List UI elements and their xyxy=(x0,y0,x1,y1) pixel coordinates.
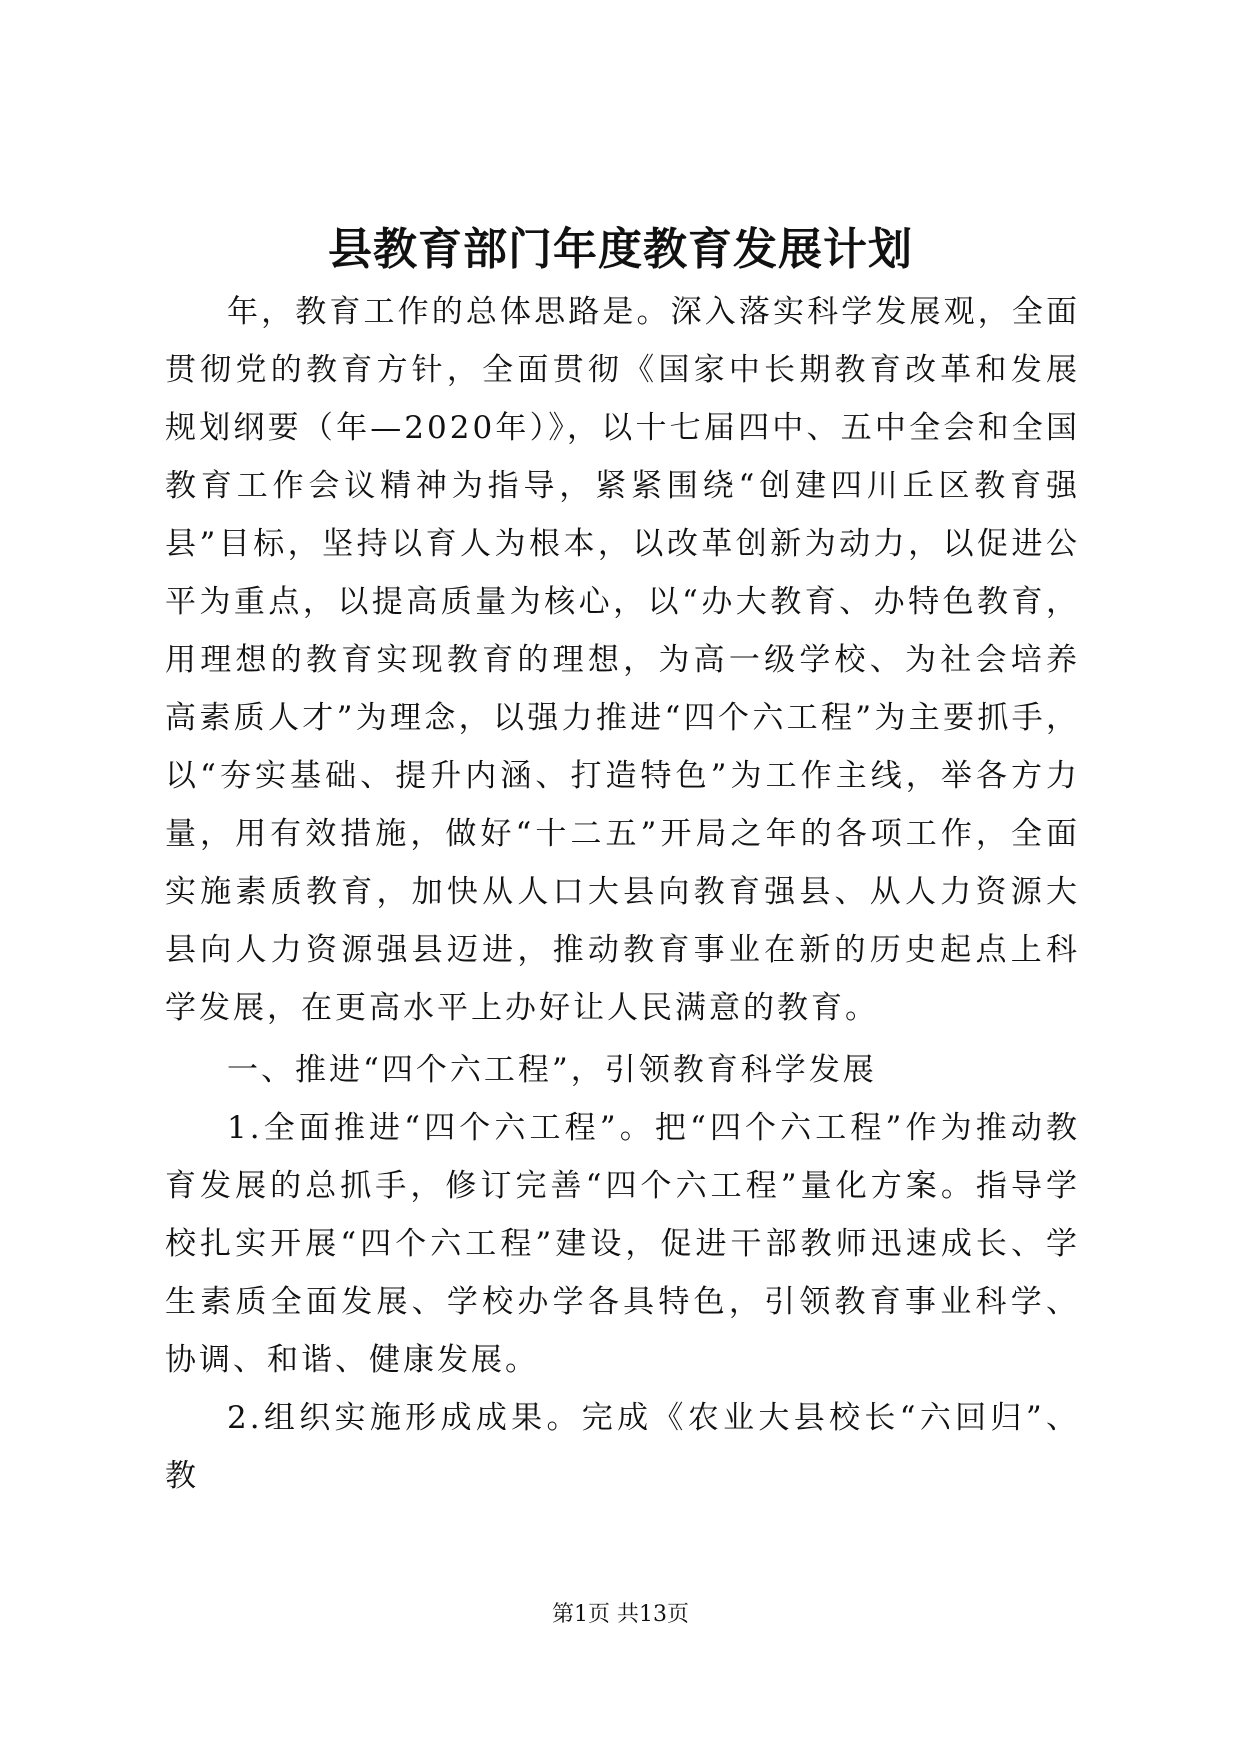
footer-mid: 页 共 xyxy=(588,1602,639,1627)
item-paragraph-1: 1.全面推进“四个六工程”。把“四个六工程”作为推动教育发展的总抓手，修订完善“四个六工程”量化方案。指导学校扎实开展“四个六工程”建设，促进干部教师迅速成长、学生素质全面发展、学校办学各具特色，引领教育事业科学、协调、和谐、健康发展。 xyxy=(165,1110,1080,1378)
section-heading-1: 一、推进“四个六工程”，引领教育科学发展 xyxy=(227,1052,877,1088)
document-title: 县教育部门年度教育发展计划 xyxy=(328,224,913,275)
footer-page-total: 13 xyxy=(639,1602,667,1627)
document-body xyxy=(165,283,1080,1505)
footer-page-current: 1 xyxy=(574,1602,588,1627)
footer-suffix: 页 xyxy=(667,1602,690,1627)
footer-prefix: 第 xyxy=(551,1602,574,1627)
page-footer xyxy=(0,1600,1241,1630)
item-paragraph-2: 2.组织实施形成成果。完成《农业大县校长“六回归”、教 xyxy=(165,1400,1080,1494)
intro-paragraph: 年，教育工作的总体思路是。深入落实科学发展观，全面贯彻党的教育方针，全面贯彻《国家中长期教育改革和发展规划纲要（年—2020年）》，以十七届四中、五中全会和全国教育工作会议精神为指导，紧紧围绕“创建四川丘区教育强县”目标，坚持以育人为根本，以改革创新为动力，以促进公平为重点，以提高质量为核心，以“办大教育、办特色教育，用理想的教育实现教育的理想，为高一级学校、为社会培养高素质人才”为理念，以强力推进“四个六工程”为主要抓手，以“夯实基础、提升内涵、打造特色”为工作主线，举各方力量，用有效措施，做好“十二五”开局之年的各项工作，全面实施素质教育，加快从人口大县向教育强县、从人力资源大县向人力资源强县迈进，推动教育事业在新的历史起点上科学发展，在更高水平上办好让人民满意的教育。 xyxy=(165,294,1080,1026)
